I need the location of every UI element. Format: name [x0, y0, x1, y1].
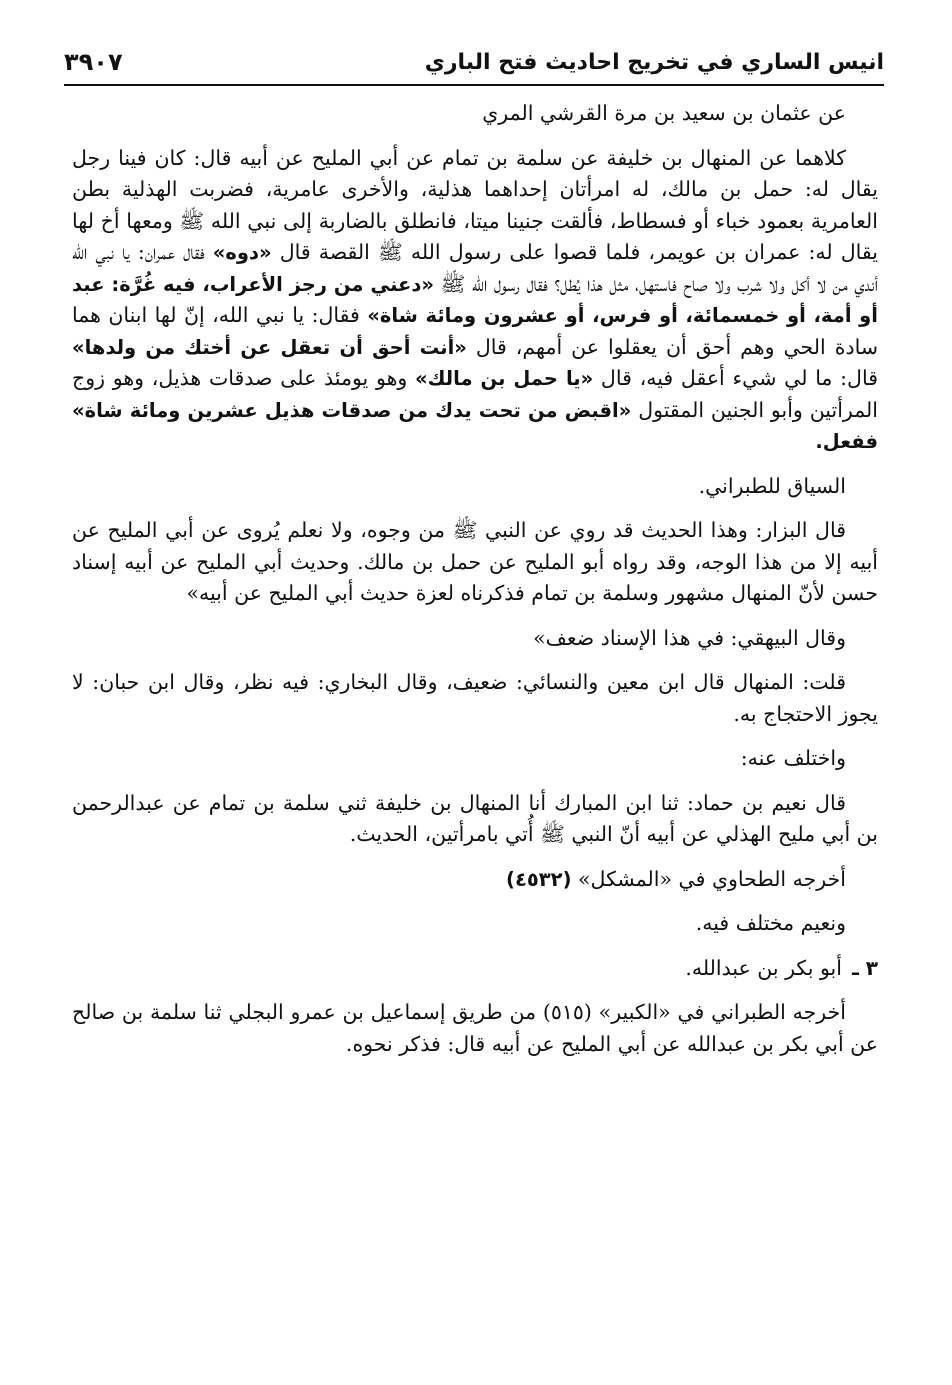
- hadith-text-segment: فقال: يا نبي الله، إنّ لها ابنان هما سادة الحي وهم أحق أن يعقلوا عن أمهم، قال: [72, 303, 878, 359]
- paragraph-author-note: قلت: المنهال قال ابن معين والنسائي: ضعيف، وقال البخاري: فيه نظر، وقال ابن حبان: لا يجوز الاحتجاج به.: [72, 670, 878, 726]
- hadith-text-segment: وهو يومئذ على صدقات هذيل، وهو زوج المرأتين وأبو الجنين المقتول: [72, 366, 878, 422]
- numbered-item-3: [72, 953, 878, 985]
- paragraph-tahawi-source: [72, 864, 878, 896]
- tahawi-hadith-number: (٤٥٣٢): [506, 867, 572, 891]
- item-text: أبو بكر بن عبدالله.: [685, 955, 842, 980]
- hadith-quote-segment: «دعني من رجز الأعراب، فيه غُرَّة: عبد أو أمة، أو خمسمائة، أو فرس، أو عشرون ومائة شاة»: [72, 272, 878, 327]
- hadith-quote-segment: «يا حمل بن مالك»: [415, 367, 594, 390]
- paragraph-nuaym-chain: قال نعيم بن حماد: ثنا ابن المبارك أنا المنهال بن خليفة ثني سلمة بن تمام عن عبدالرحمن بن أبي مليح الهذلي عن أبيه أنّ النبي ﷺ أُتي بامرأتين، الحديث.: [72, 790, 878, 846]
- book-title: انيس الساري في تخريج احاديث فتح الباري: [424, 49, 884, 75]
- page-number: ٣٩٠٧: [64, 48, 123, 76]
- page-body: [72, 98, 878, 1073]
- paragraph-tabarani-source: أخرجه الطبراني في «الكبير» (٥١٥) من طريق إسماعيل بن عمرو البجلي ثنا سلمة بن صالح عن أبي بكر بن عبدالله عن أبي المليح عن أبيه قال: فذكر نحوه.: [72, 1000, 878, 1056]
- paragraph-nuaym-note: ونعيم مختلف فيه.: [695, 911, 846, 935]
- paragraph-bayhaqi-comment: وقال البيهقي: في هذا الإسناد ضعف»: [533, 625, 846, 650]
- paragraph-narrator-chain: عن عثمان بن سعيد بن مرة القرشي المري: [482, 101, 846, 125]
- paragraph-variation-heading: واختلف عنه:: [740, 746, 846, 770]
- hadith-text-segment: قال: ما لي شيء أعقل فيه، قال: [593, 366, 878, 390]
- hadith-quote-segment: «اقبض من تحت يدك من صدقات هذيل عشرين ومائة شاة» ففعل.: [72, 398, 878, 453]
- hadith-text-segment: فقال عمران: يا نبي الله أندي من لا أكل ولا شرب ولا صاح فاستهل، مثل هذا يُطل؟ فقال رسول الله ﷺ: [72, 240, 878, 296]
- hadith-quote-segment: «دوه»: [212, 241, 272, 264]
- item-number: ٣ ـ: [851, 955, 878, 980]
- tahawi-source-text: أخرجه الطحاوي في «المشكل»: [571, 866, 846, 891]
- paragraph-context-note: السياق للطبراني.: [698, 473, 846, 498]
- paragraph-hadith-text: [72, 143, 878, 458]
- running-header: [64, 40, 884, 86]
- hadith-quote-segment: «أنت أحق أن تعقل عن أختك من ولدها»: [72, 335, 467, 359]
- hadith-text-segment: كلاهما عن المنهال بن خليفة عن سلمة بن تمام عن أبي المليح عن أبيه قال: كان فينا رجل يقال له: حمل بن مالك، له امرأتان إحداهما هذلية، والأخرى عامرية، فضربت الهذلية بطن العامرية بعمود خباء أو فسطاط، فألقت جنينا ميتا، فانطلق بالضاربة إلى نبي الله ﷺ ومعها أخ لها يقال له: عمران بن عويمر، فلما قصوا على رسول الله ﷺ القصة قال: [72, 145, 878, 264]
- paragraph-bazzar-comment: قال البزار: وهذا الحديث قد روي عن النبي ﷺ من وجوه، ولا نعلم يُروى عن أبي المليح عن أبيه إلا من هذا الوجه، وقد رواه أبو المليح عن حمل بن مالك. وحديث أبي المليح عن أبيه إسناد حسن لأنّ المنهال مشهور وسلمة بن تمام فذكرناه لعزة حديث أبي المليح عن أبيه»: [72, 518, 878, 605]
